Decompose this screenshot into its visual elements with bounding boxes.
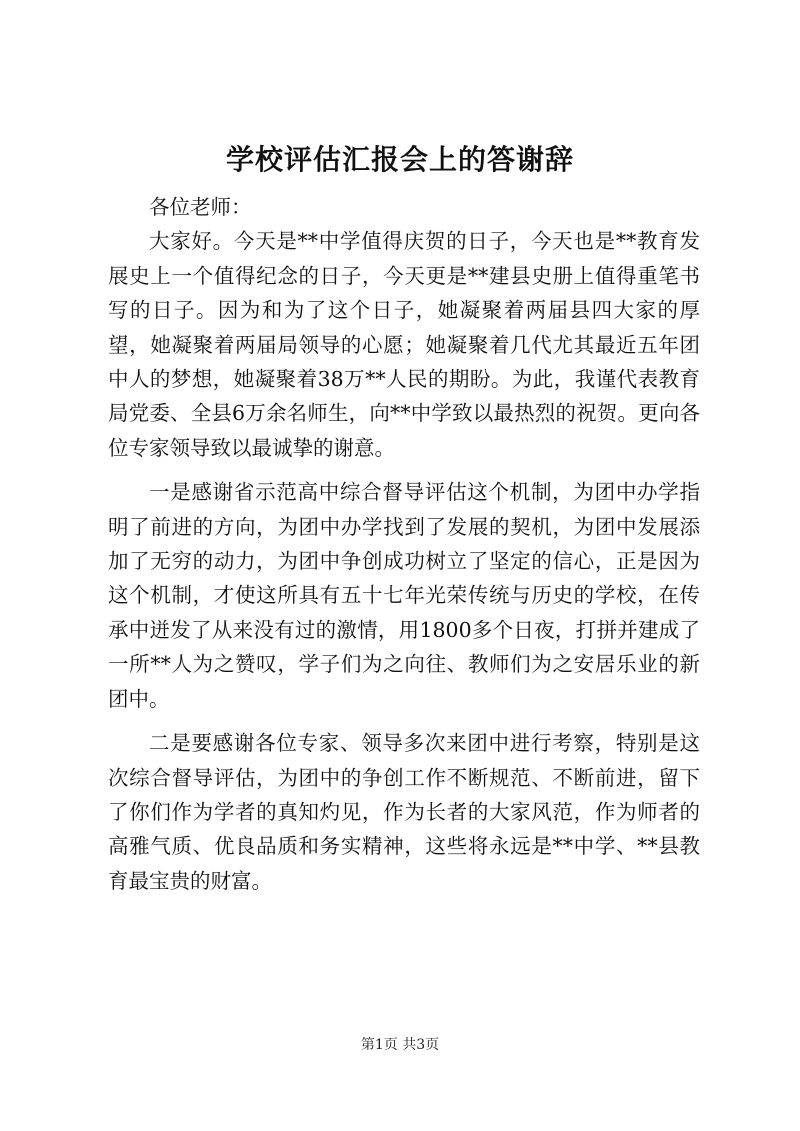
paragraph-greeting: 大家好。今天是**中学值得庆贺的日子，今天也是**教育发展史上一个值得纪念的日子，今天更是**建县史册上值得重笔书写的日子。因为和为了这个日子，她凝聚着两届县四大家的厚望，她凝聚着两届局领导的心愿；她凝聚着几代尤其最近五年团中人的梦想，她凝聚着38万**人民的期盼。为此，我谨代表教育局党委、全县6万余名师生，向**中学致以最热烈的祝贺。更向各位专家领导致以最诚挚的谢意。 (108, 229, 700, 460)
page-footer: 第1页 共3页 (360, 1037, 440, 1053)
document-body (108, 190, 700, 898)
document-title: 学校评估汇报会上的答谢辞 (225, 143, 574, 176)
paragraph-thanks-experts: 二是要感谢各位专家、领导多次来团中进行考察，特别是这次综合督导评估，为团中的争创工作不断规范、不断前进，留下了你们作为学者的真知灼见，作为长者的大家风范，作为师者的高雅气质、优良品质和务实精神，这些将永远是**中学、**县教育最宝贵的财富。 (108, 731, 700, 893)
paragraph-thanks-mechanism: 一是感谢省示范高中综合督导评估这个机制，为团中办学指明了前进的方向，为团中办学找到了发展的契机，为团中发展添加了无穷的动力，为团中争创成功树立了坚定的信心，正是因为这个机制，才使这所具有五十七年光荣传统与历史的学校，在传承中迸发了从来没有过的激情，用1800多个日夜，打拼并建成了一所**人为之赞叹，学子们为之向往、教师们为之安居乐业的新团中。 (108, 480, 700, 711)
salutation: 各位老师： (149, 195, 252, 219)
